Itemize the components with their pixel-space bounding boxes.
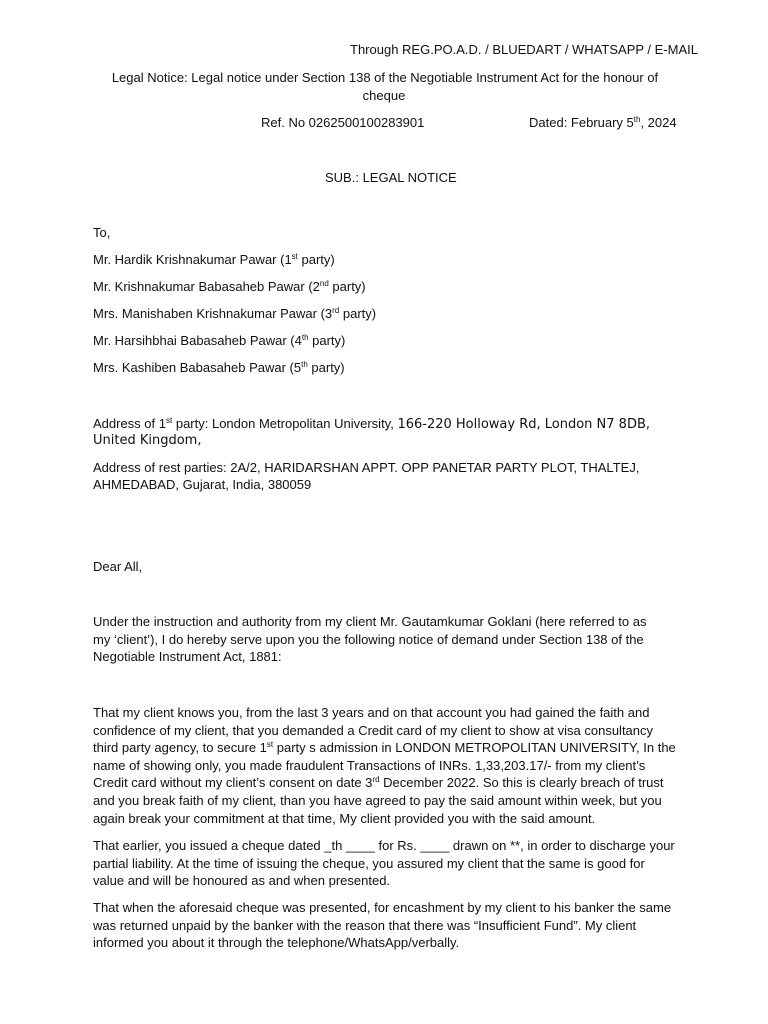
paragraph-line: my ‘client’), I do hereby serve upon you the following notice of demand under Section 138 of the [93,631,644,647]
recipient-4: Mr. Harsihbhai Babasaheb Pawar (4th party) [93,333,346,348]
paragraph-cheque-dishonoured [93,899,678,952]
paragraph-line: was returned unpaid by the banker with the reason that there was “Insufficient Fund”. My client [93,917,637,933]
rest-parties-address-line2: AHMEDABAD, Gujarat, India, 380059 [93,477,312,492]
paragraph-line: That earlier, you issued a cheque dated _th ____ for Rs. ____ drawn on **, in order to discharge your [93,838,675,853]
first-party-address-line1: Address of 1st party: London Metropolitan University, 166-220 Holloway Rd, London N7 8DB, [93,416,651,432]
paragraph-facts [93,704,678,827]
recipient-2: Mr. Krishnakumar Babasaheb Pawar (2nd party) [93,279,366,294]
paragraph-line: again break your commitment at that time, My client provided you with the said amount. [93,810,596,826]
reference-number: Ref. No 0262500100283901 [261,115,425,130]
subject-line: SUB.: LEGAL NOTICE [325,170,457,185]
first-party-address-line2: United Kingdom, [93,433,202,448]
paragraph-line: That my client knows you, from the last 3 years and on that account you had gained the faith and [93,705,650,720]
paragraph-instruction [93,613,678,666]
paragraph-line: Negotiable Instrument Act, 1881: [93,649,282,665]
paragraph-line: value and will be honoured as and when presented. [93,873,391,889]
to-label: To, [93,225,111,240]
notice-date: Dated: February 5th, 2024 [529,115,677,130]
paragraph-line: name of showing only, you made fraudulent Transactions of INRs. 1,33,203.17/- from my client’s [93,757,646,773]
paragraph-line: Credit card without my client’s consent on date 3rd December 2022. So this is clearly breach of trust [93,775,664,791]
notice-title-line2: cheque [362,88,406,103]
paragraph-line: Under the instruction and authority from my client Mr. Gautamkumar Goklani (here referred to as [93,614,647,629]
paragraph-cheque-issued [93,837,678,890]
paragraph-line: That when the aforesaid cheque was presented, for encashment by my client to his banker the same [93,900,672,915]
recipient-3: Mrs. Manishaben Krishnakumar Pawar (3rd party) [93,306,377,321]
paragraph-line: and you break faith of my client, than you have agreed to pay the said amount within week, but you [93,792,662,808]
paragraph-line: confidence of my client, that you demanded a Credit card of my client to show at visa consultancy [93,722,654,738]
delivery-method-line: Through REG.PO.A.D. / BLUEDART / WHATSAPP / E-MAIL [350,42,698,57]
paragraph-line: informed you about it through the telephone/WhatsApp/verbally. [93,935,460,951]
paragraph-line: third party agency, to secure 1st party s admission in LONDON METROPOLITAN UNIVERSITY, In the [93,740,676,756]
recipient-1: Mr. Hardik Krishnakumar Pawar (1st party) [93,252,335,267]
salutation: Dear All, [93,559,143,574]
rest-parties-address-line1: Address of rest parties: 2A/2, HARIDARSHAN APPT. OPP PANETAR PARTY PLOT, THALTEJ, [93,460,640,475]
notice-title-line1: Legal Notice: Legal notice under Section 138 of the Negotiable Instrument Act for the honour of [111,70,659,85]
recipient-5: Mrs. Kashiben Babasaheb Pawar (5th party) [93,360,345,375]
paragraph-line: partial liability. At the time of issuing the cheque, you assured my client that the same is good for [93,855,645,871]
